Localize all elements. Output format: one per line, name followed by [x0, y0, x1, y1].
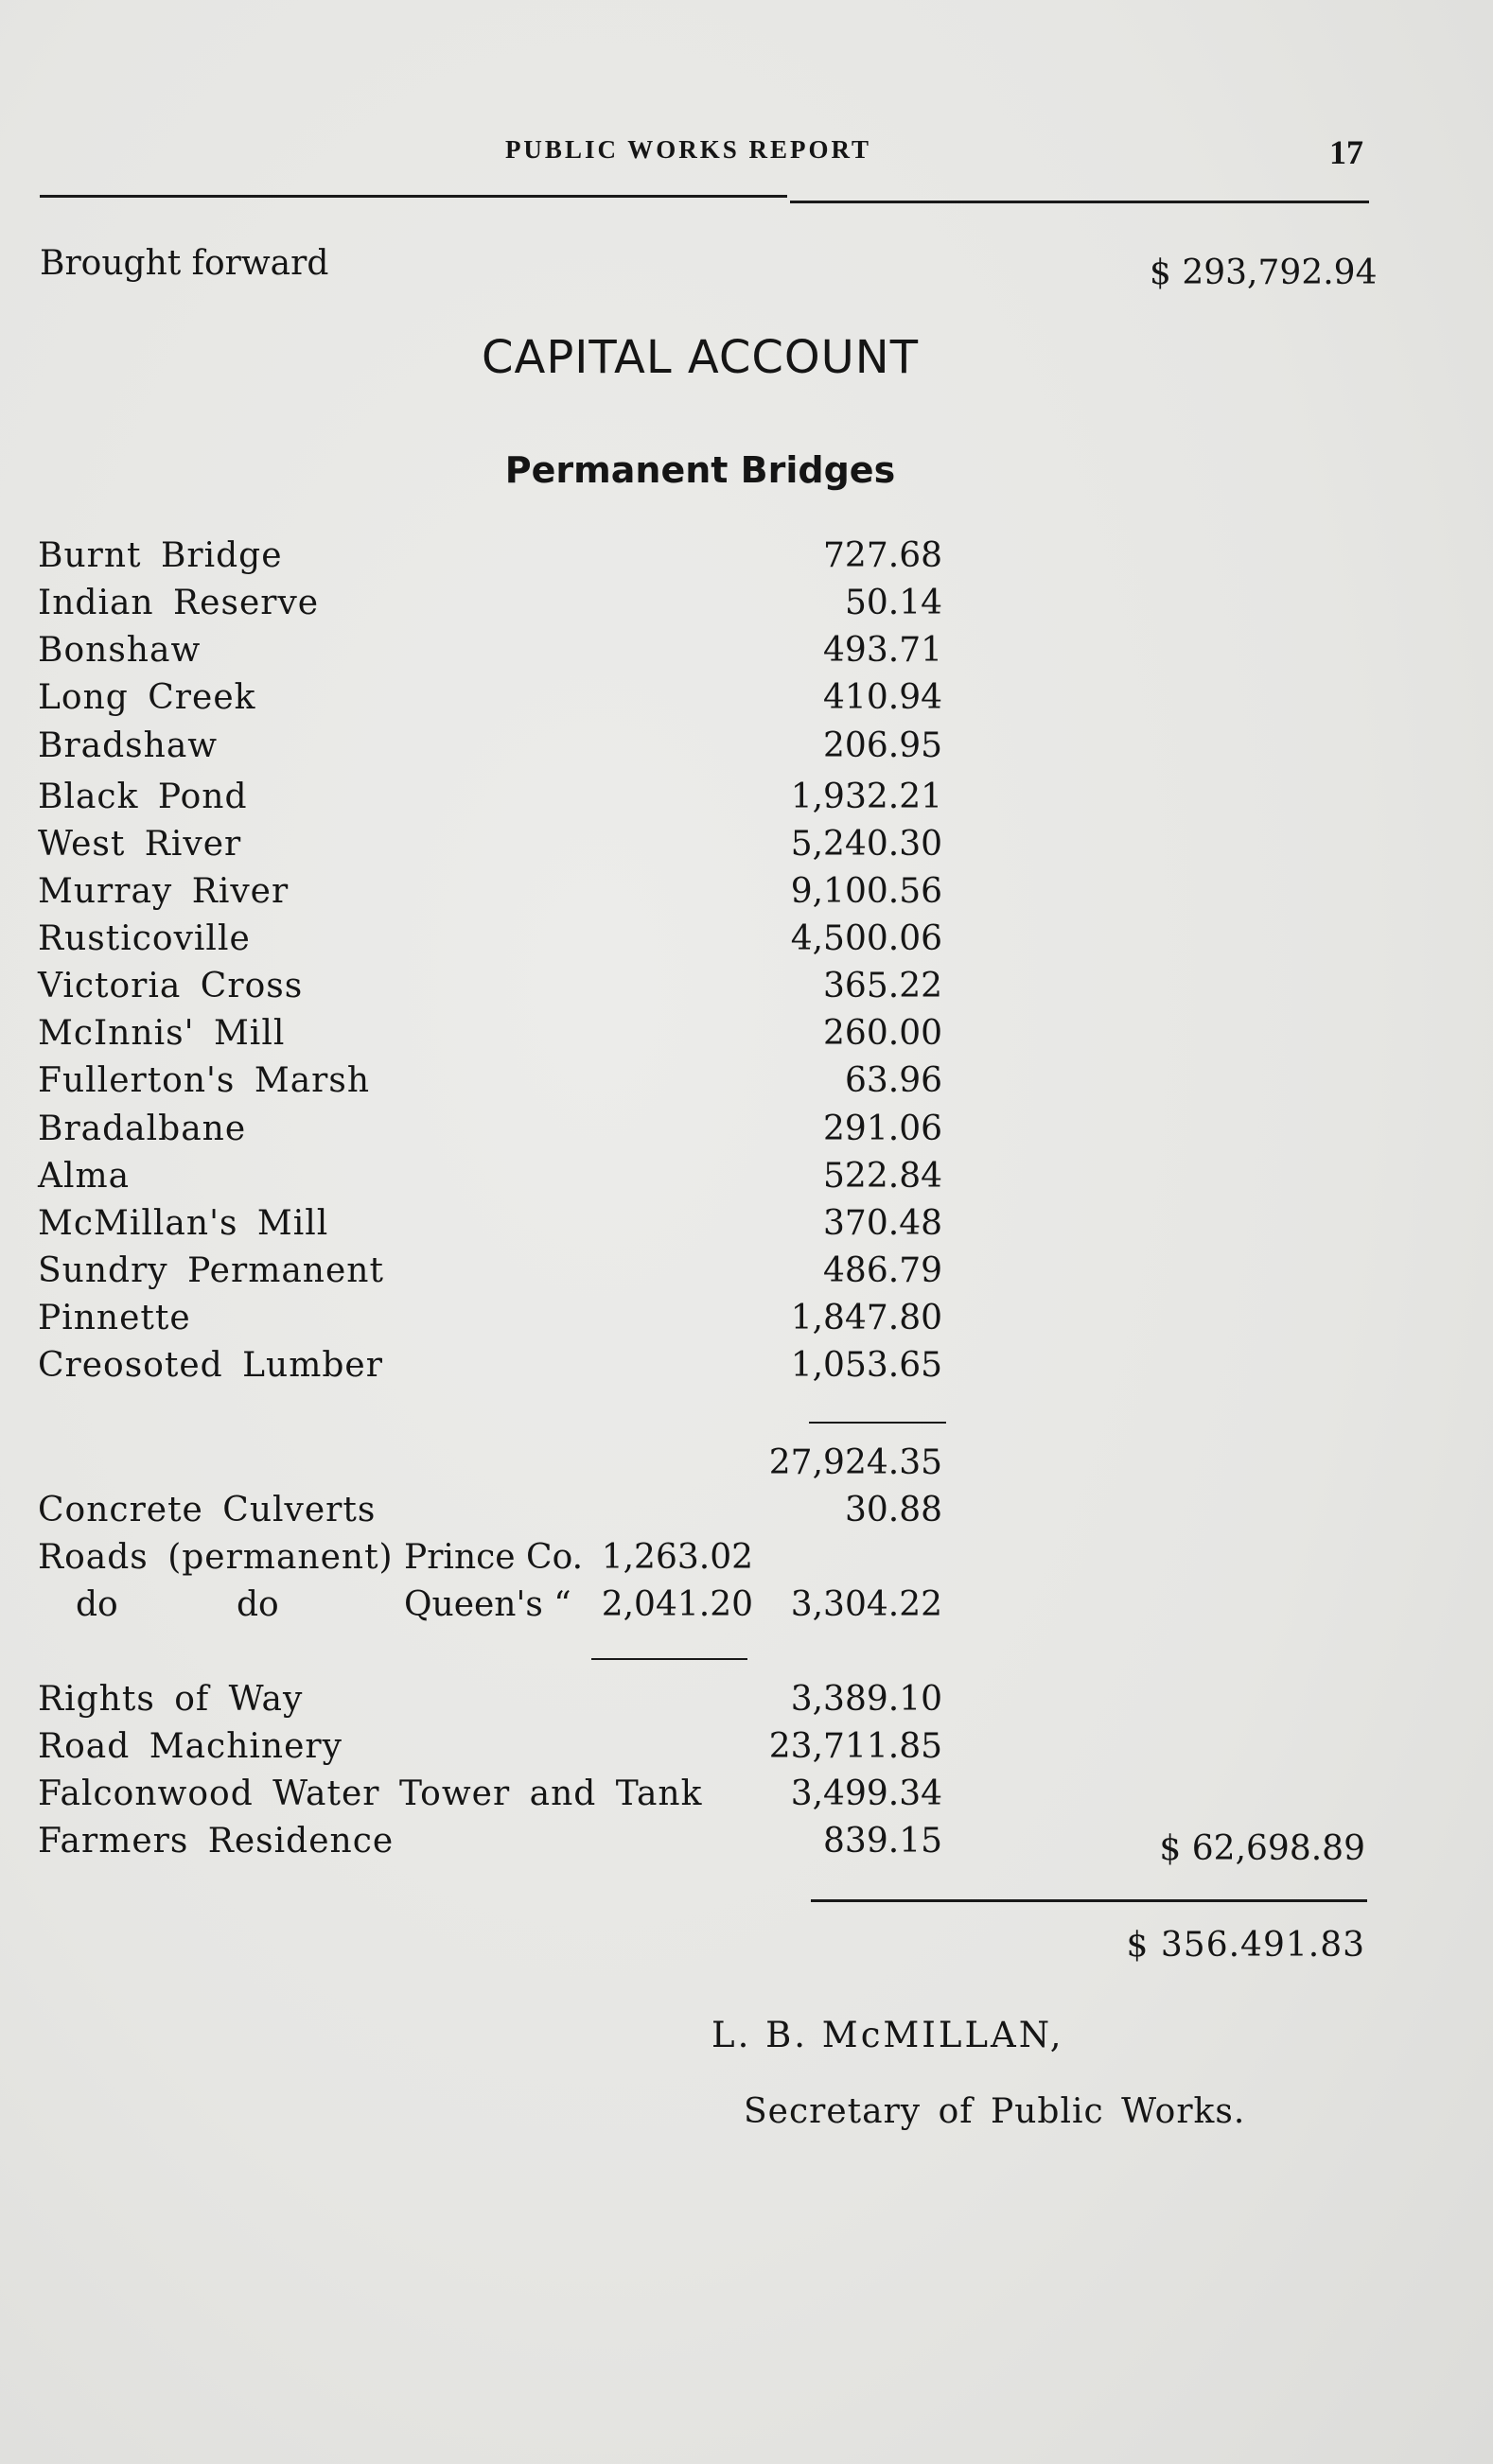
item-label: Pinnette	[38, 1299, 191, 1337]
subtotal-rule	[809, 1422, 946, 1424]
table-row	[0, 1204, 1493, 1251]
table-row	[0, 1491, 1493, 1538]
item-label: Murray River	[38, 872, 290, 911]
ditto-mark: do	[237, 1585, 279, 1624]
item-label: Road Machinery	[38, 1727, 343, 1766]
item-label: Burnt Bridge	[38, 536, 283, 575]
item-label: Alma	[38, 1157, 131, 1196]
subsection-title: Permanent Bridges	[504, 449, 896, 491]
item-amount: 50.14	[844, 584, 942, 622]
brought-forward-amount: $ 293,792.94	[1150, 253, 1378, 292]
item-amount: 486.79	[823, 1251, 942, 1290]
item-amount: 727.68	[823, 536, 942, 575]
table-row	[0, 967, 1493, 1014]
item-label: Bonshaw	[38, 631, 202, 670]
grand-total: $ 356.491.83	[1126, 1926, 1365, 1965]
item-amount: 493.71	[823, 631, 942, 670]
table-row	[0, 1014, 1493, 1061]
item-label: Concrete Culverts	[38, 1491, 377, 1529]
item-amount: 3,499.34	[790, 1774, 942, 1813]
signature-title: Secretary of Public Works.	[744, 2092, 1246, 2131]
table-row	[0, 536, 1493, 584]
table-row	[0, 1251, 1493, 1299]
table-row	[0, 872, 1493, 919]
item-label: Indian Reserve	[38, 584, 320, 622]
item-label: Black Pond	[38, 778, 248, 816]
prince-county-amount: 1,263.02	[601, 1538, 753, 1577]
item-amount: 1,932.21	[790, 778, 942, 816]
bridges-subtotal: 27,924.35	[768, 1443, 942, 1482]
item-amount: 260.00	[823, 1014, 942, 1053]
table-row	[0, 1680, 1493, 1727]
item-amount: 4,500.06	[790, 919, 942, 958]
item-amount: 410.94	[823, 678, 942, 717]
table-row	[0, 726, 1493, 774]
item-amount: 291.06	[823, 1110, 942, 1148]
table-row	[0, 919, 1493, 967]
table-row	[0, 1299, 1493, 1346]
item-label: Falconwood Water Tower and Tank	[38, 1774, 703, 1813]
table-row	[0, 678, 1493, 725]
table-row	[0, 1110, 1493, 1157]
item-amount: 206.95	[823, 726, 942, 765]
item-label: Bradalbane	[38, 1110, 247, 1148]
roads-total: 3,304.22	[790, 1585, 942, 1624]
brought-forward-label: Brought forward	[40, 244, 329, 283]
item-amount: 365.22	[823, 967, 942, 1005]
table-row	[0, 1061, 1493, 1109]
subtotal-row	[0, 1443, 1493, 1491]
table-row	[0, 631, 1493, 678]
item-label: Creosoted Lumber	[38, 1346, 383, 1385]
table-row	[0, 1346, 1493, 1393]
item-amount: 63.96	[844, 1061, 942, 1100]
item-label: West River	[38, 825, 242, 864]
item-amount: 1,053.65	[790, 1346, 942, 1385]
item-label: Sundry Permanent	[38, 1251, 384, 1290]
item-label: Fullerton's Marsh	[38, 1061, 371, 1100]
ditto-mark: do	[76, 1585, 118, 1624]
total-rule	[811, 1899, 1367, 1902]
table-row	[0, 1157, 1493, 1204]
table-row	[0, 778, 1493, 825]
item-amount: 30.88	[844, 1491, 942, 1529]
item-label: Long Creek	[38, 678, 256, 717]
item-label: Rusticoville	[38, 919, 251, 958]
queens-county-amount: 2,041.20	[601, 1585, 753, 1624]
item-amount: 23,711.85	[768, 1727, 942, 1766]
running-header: PUBLIC WORKS REPORT	[504, 135, 872, 164]
capital-account-total: $ 62,698.89	[1159, 1829, 1365, 1868]
item-amount: 9,100.56	[790, 872, 942, 911]
queens-county-label: Queen's “	[404, 1585, 571, 1624]
item-label: McInnis' Mill	[38, 1014, 286, 1053]
roads-rule	[591, 1658, 747, 1660]
item-label: Rights of Way	[38, 1680, 304, 1719]
item-amount: 522.84	[823, 1157, 942, 1196]
prince-county-label: Prince Co.	[404, 1538, 584, 1577]
table-row	[0, 1822, 1493, 1869]
item-amount: 5,240.30	[790, 825, 942, 864]
item-label: Farmers Residence	[38, 1822, 395, 1861]
table-row	[0, 825, 1493, 872]
item-amount: 839.15	[823, 1822, 942, 1861]
roads-row-queens	[0, 1585, 1493, 1633]
page-number: 17	[1329, 133, 1363, 171]
table-row	[0, 584, 1493, 631]
signature-name: L. B. McMILLAN,	[711, 2015, 1064, 2055]
item-amount: 1,847.80	[790, 1299, 942, 1337]
header-rule-right	[790, 201, 1369, 203]
item-label: Bradshaw	[38, 726, 219, 765]
header-rule-left	[40, 195, 787, 198]
section-title: CAPITAL ACCOUNT	[481, 331, 920, 384]
roads-label: Roads (permanent)	[38, 1538, 394, 1577]
roads-row-prince	[0, 1538, 1493, 1585]
item-amount: 3,389.10	[790, 1680, 942, 1719]
table-row	[0, 1727, 1493, 1774]
item-label: Victoria Cross	[38, 967, 304, 1005]
item-label: McMillan's Mill	[38, 1204, 329, 1243]
table-row	[0, 1774, 1493, 1822]
item-amount: 370.48	[823, 1204, 942, 1243]
